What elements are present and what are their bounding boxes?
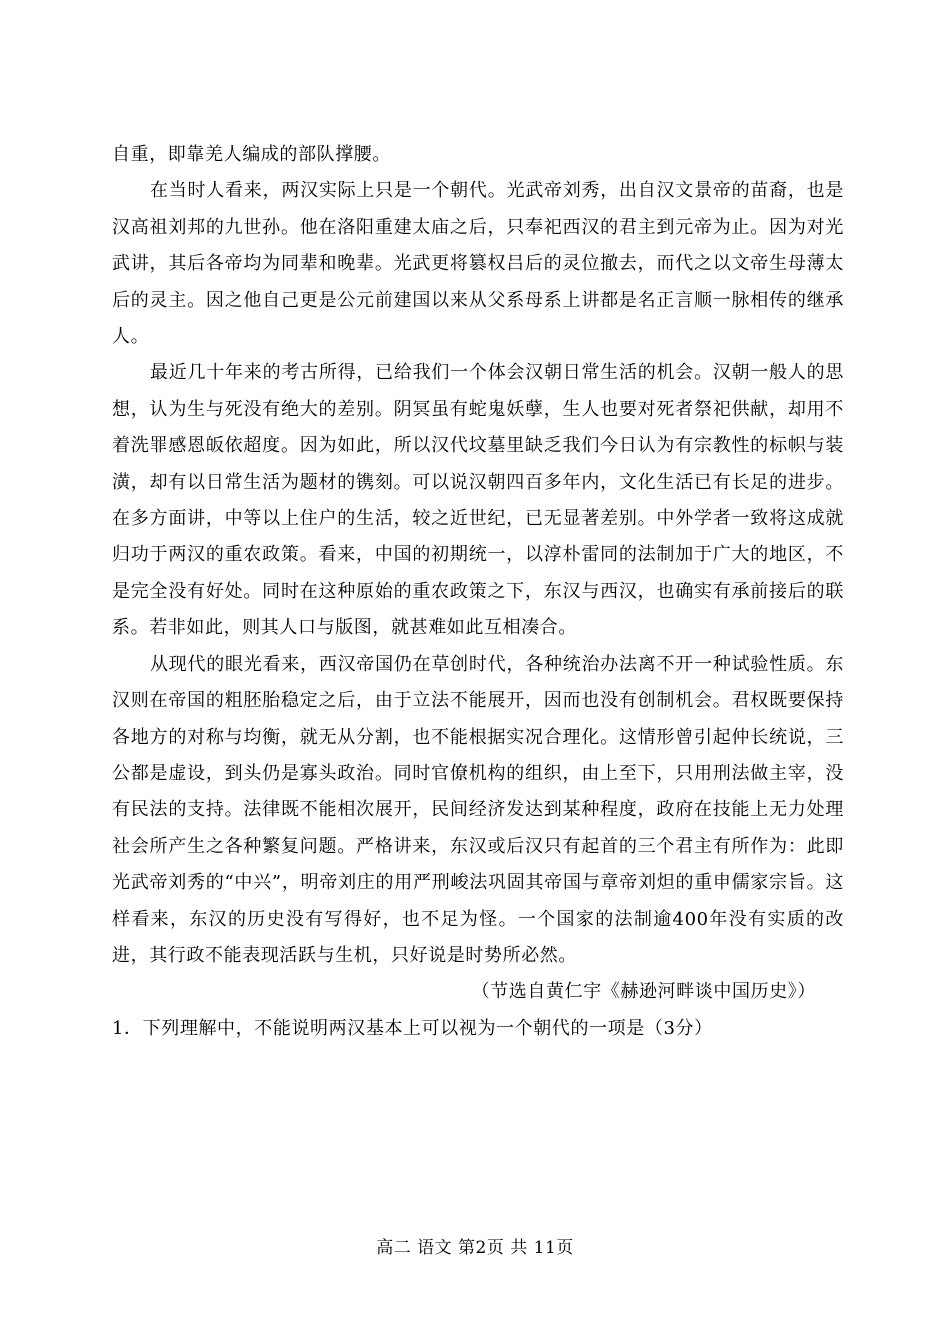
question-1: 1．下列理解中，不能说明两汉基本上可以视为一个朝代的一项是（3分） (112, 1017, 713, 1039)
page-footer: 高二 语文 第2页 共 11页 (376, 1238, 574, 1258)
source-citation: （节选自黄仁宇《赫逊河畔谈中国历史》） (471, 981, 816, 1003)
paragraph-two-han-dynasty: 在当时人看来，两汉实际上只是一个朝代。光武帝刘秀，出自汉文景帝的苗裔，也是汉高祖刘邦的九世孙。他在洛阳重建太庙之后，只奉祀西汉的君主到元帝为止。因为对光武讲，其后各帝均为同辈和晚辈。光武更将篡权吕后的灵位撤去，而代之以文帝生母薄太后的灵主。因之他自己更是公元前建国以来从父系母系上讲都是名正言顺一脉相传的继承人。 (112, 180, 844, 348)
paragraph-modern-view: 从现代的眼光看来，西汉帝国仍在草创时代，各种统治办法离不开一种试验性质。东汉则在帝国的粗胚胎稳定之后，由于立法不能展开，因而也没有创制机会。君权既要保持各地方的对称与均衡，就无从分割，也不能根据实况合理化。这情形曾引起仲长统说，三公都是虚设，到头仍是寡头政治。同时官僚机构的组织，由上至下，只用刑法做主宰，没有民法的支持。法律既不能相次展开，民间经济发达到某种程度，政府在技能上无力处理社会所产生之各种繁复问题。严格讲来，东汉或后汉只有起首的三个君主有所作为：此即光武帝刘秀的“中兴”，明帝刘庄的用严刑峻法巩固其帝国与章帝刘炟的重申儒家宗旨。这样看来，东汉的历史没有写得好，也不足为怪。一个国家的法制逾400年没有实质的改进，其行政不能表现活跃与生机，只好说是时势所必然。 (112, 653, 844, 966)
article-body (112, 137, 844, 1047)
paragraph-continuation: 自重，即靠羌人编成的部队撑腰。 (112, 144, 391, 165)
paragraph-archaeology: 最近几十年来的考古所得，已给我们一个体会汉朝日常生活的机会。汉朝一般人的思想，认为生与死没有绝大的差别。阴冥虽有蛇鬼妖孽，生人也要对死者祭祀供献，却用不着洗罪感恩皈依超度。因为如此，所以汉代坟墓里缺乏我们今日认为有宗教性的标帜与装潢，却有以日常生活为题材的镌刻。可以说汉朝四百多年内，文化生活已有长足的进步。在多方面讲，中等以上住户的生活，较之近世纪，已无显著差别。中外学者一致将这成就归功于两汉的重农政策。看来，中国的初期统一，以淳朴雷同的法制加于广大的地区，不是完全没有好处。同时在这种原始的重农政策之下，东汉与西汉，也确实有承前接后的联系。若非如此，则其人口与版图，就甚难如此互相凑合。 (112, 362, 844, 639)
